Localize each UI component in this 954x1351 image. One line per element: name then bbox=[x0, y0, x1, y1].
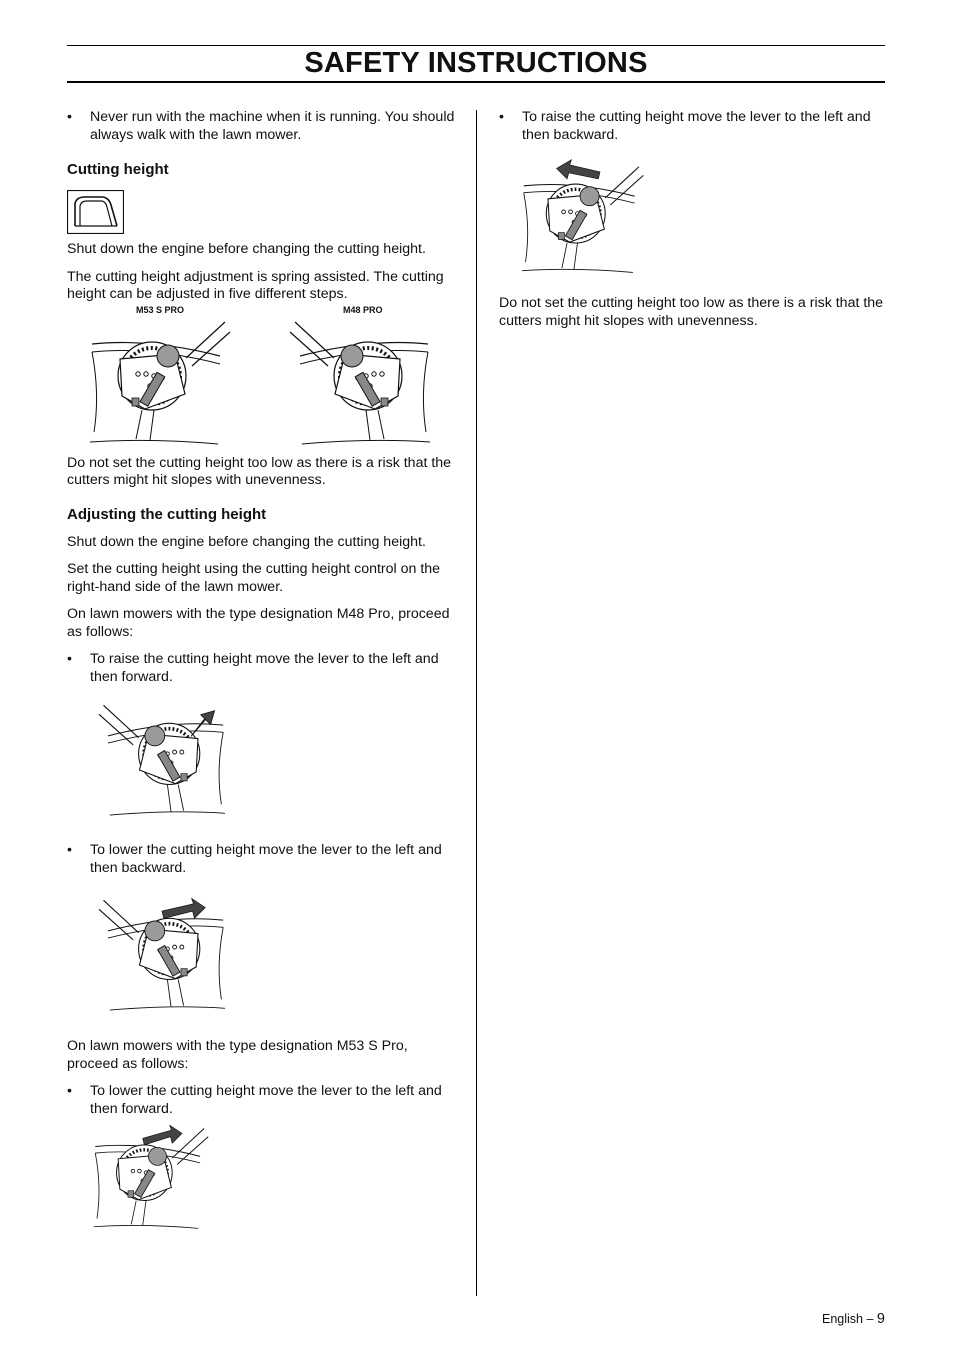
m48-raise-figure bbox=[67, 688, 456, 828]
m48-lower-illustration bbox=[90, 885, 225, 1020]
fig-label-m53: M53 S PRO bbox=[136, 304, 185, 315]
adjusting-p3: On lawn mowers with the type designation M48 Pro, proceed as follows: bbox=[67, 606, 450, 640]
manual-book-icon bbox=[67, 190, 124, 234]
m48-raise-illustration bbox=[90, 690, 225, 825]
cutting-height-p3: Do not set the cutting height too low as there is a risk that the cutters might hit slopes with unevenness. bbox=[67, 454, 452, 488]
left-column bbox=[67, 109, 456, 1230]
footer-separator: – bbox=[866, 1312, 874, 1326]
m48-lower-figure bbox=[67, 883, 456, 1026]
page-footer bbox=[822, 1311, 885, 1327]
m53-lower-illustration bbox=[90, 1122, 220, 1230]
fig-label-m48: M48 PRO bbox=[343, 304, 383, 315]
m53-raise-bullet: • To raise the cutting height move the lever to the left and then backward. bbox=[499, 109, 885, 144]
m53-lower-figure bbox=[67, 1122, 456, 1230]
page-title: SAFETY INSTRUCTIONS bbox=[304, 47, 648, 79]
m53-intro: On lawn mowers with the type designation M53 S Pro, proceed as follows: bbox=[67, 1038, 408, 1072]
cutting-height-p2: The cutting height adjustment is spring assisted. The cutting height can be adjusted in five different steps. bbox=[67, 268, 444, 302]
column-divider bbox=[476, 110, 477, 1296]
adjusting-p2: Set the cutting height using the cutting height control on the right-hand side of the lawn mower. bbox=[67, 561, 441, 595]
intro-bullet: • Never run with the machine when it is running. You should always walk with the lawn mower. bbox=[67, 109, 456, 144]
m53-lever-illustration bbox=[90, 314, 240, 446]
m53-raise-figure bbox=[499, 150, 885, 285]
m53-raise-illustration bbox=[522, 152, 652, 282]
cutting-height-heading: Cutting height bbox=[67, 161, 169, 178]
footer-page-number: 9 bbox=[876, 1311, 885, 1327]
cutting-height-p1: Shut down the engine before changing the cutting height. bbox=[67, 241, 426, 257]
right-column bbox=[499, 109, 885, 330]
adjusting-heading: Adjusting the cutting height bbox=[67, 505, 267, 523]
footer-language: English bbox=[822, 1312, 863, 1326]
adjusting-p1: Shut down the engine before changing the cutting height. bbox=[67, 533, 426, 550]
m48-raise-bullet: • To raise the cutting height move the lever to the left and then forward. bbox=[67, 651, 456, 686]
m48-lower-bullet: • To lower the cutting height move the lever to the left and then backward. bbox=[67, 842, 456, 877]
m48-lever-illustration bbox=[280, 314, 430, 446]
m53-lower-bullet: • To lower the cutting height move the lever to the left and then forward. bbox=[67, 1083, 456, 1118]
cutting-height-figures bbox=[67, 304, 456, 454]
right-warning-p1: Do not set the cutting height too low as there is a risk that the cutters might hit slopes with unevenness. bbox=[499, 295, 884, 329]
header-rule-bottom bbox=[67, 81, 885, 83]
